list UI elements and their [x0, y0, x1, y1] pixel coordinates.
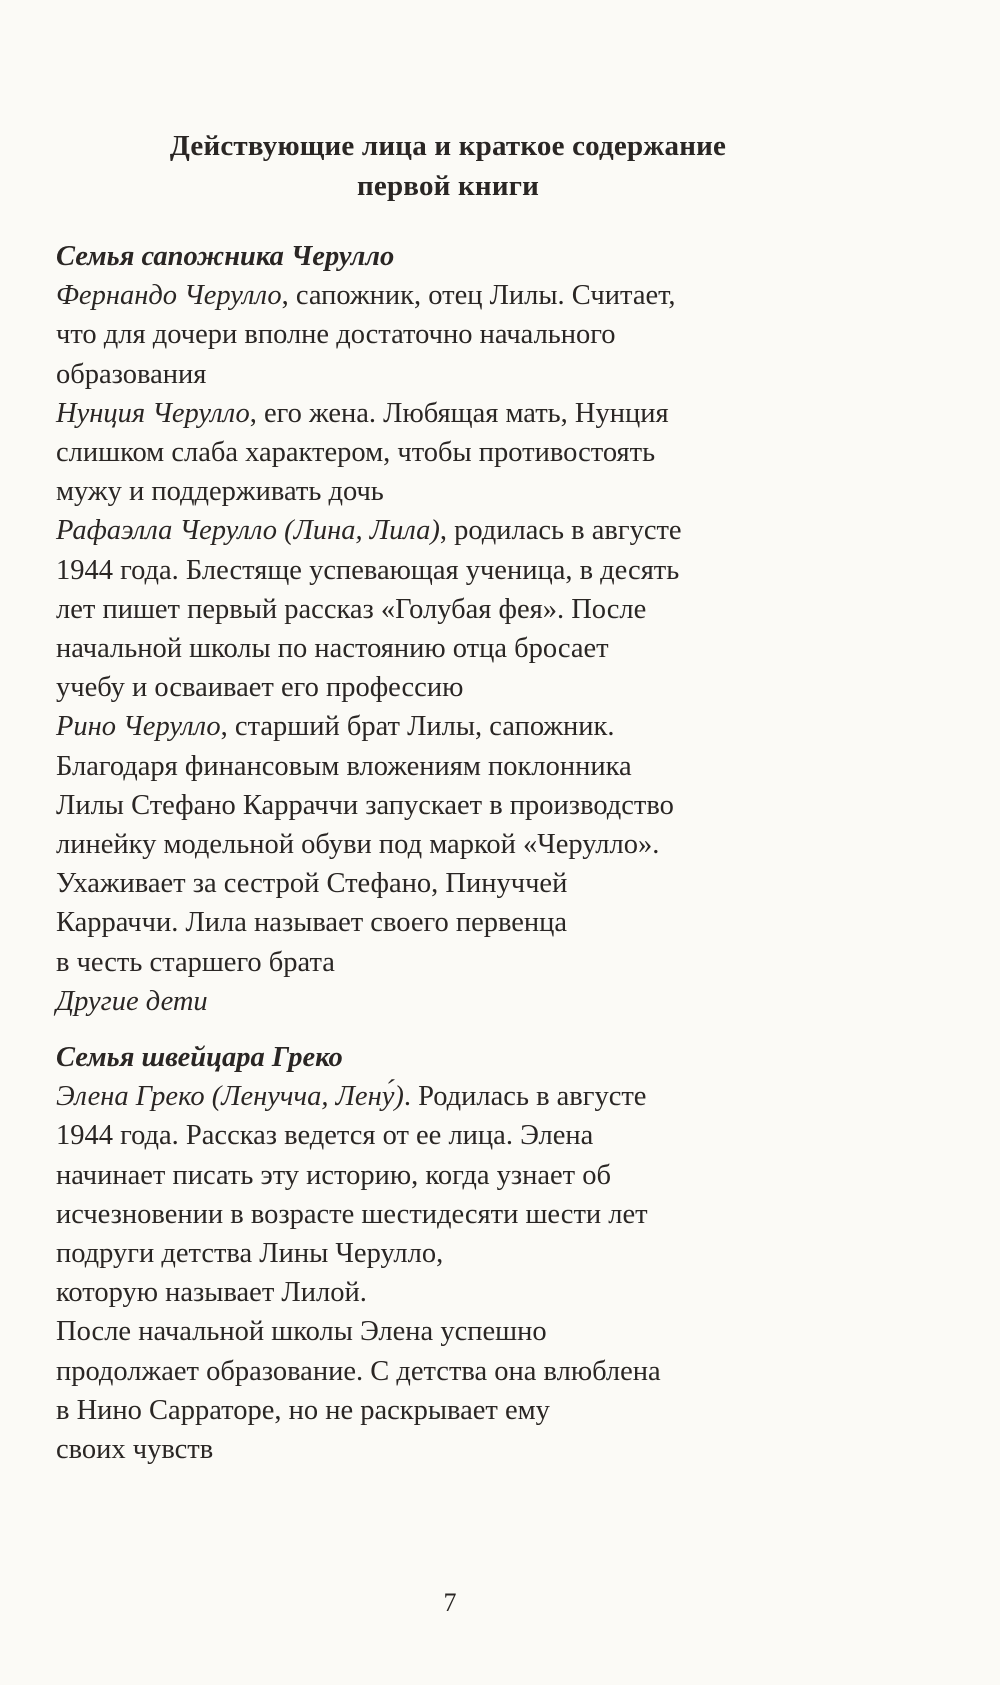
paragraph-line: Лилы Стефано Карраччи запускает в производство	[56, 789, 674, 821]
section-heading: Семья швейцара Греко	[56, 1042, 343, 1073]
page-number: 7	[443, 1588, 457, 1617]
paragraph-line: После начальной школы Элена успешно	[56, 1316, 547, 1348]
character-name: Нунция Черулло	[56, 397, 250, 429]
section-greco-family	[56, 1038, 856, 1469]
paragraph-line	[56, 511, 856, 550]
paragraph-line: учебу и осваивает его профессию	[56, 672, 464, 704]
paragraph-line: которую называет Лилой.	[56, 1277, 367, 1309]
character-name: Фернандо Черулло	[56, 280, 282, 312]
section-heading: Семья сапожника Черулло	[56, 241, 395, 272]
character-description: , родилась в августе	[439, 515, 682, 547]
paragraph-line: Благодаря финансовым вложениям поклонника	[56, 750, 632, 782]
paragraph-line: Ухаживает за сестрой Стефано, Пинуччей	[56, 868, 568, 900]
section-cerullo-family	[56, 237, 856, 1021]
character-name: Рино Черулло	[56, 711, 221, 743]
character-description: , старший брат Лилы, сапожник.	[220, 711, 615, 743]
paragraph-line: слишком слаба характером, чтобы противостоять	[56, 437, 656, 469]
paragraph-line: лет пишет первый рассказ «Голубая фея». После	[56, 593, 647, 625]
paragraph-line: образования	[56, 358, 207, 390]
paragraph-line: линейку модельной обуви под маркой «Черулло».	[56, 829, 660, 861]
paragraph-line: своих чувств	[56, 1434, 214, 1466]
page-title	[60, 126, 836, 206]
paragraph-line: подруги детства Лины Черулло,	[56, 1238, 444, 1270]
character-name: Элена Греко (Ленучча, Лену́)	[56, 1081, 404, 1113]
paragraph-line: мужу и поддерживать дочь	[56, 476, 384, 508]
paragraph-line	[56, 707, 856, 746]
title-line-2: первой книги	[356, 170, 540, 202]
paragraph-line: Карраччи. Лила называет своего первенца	[56, 907, 568, 939]
paragraph-line: начинает писать эту историю, когда узнает об	[56, 1159, 612, 1191]
character-description: , его жена. Любящая мать, Нунция	[249, 397, 669, 429]
paragraph-line: что для дочери вполне достаточно начального	[56, 319, 616, 351]
character-name: Другие дети	[56, 985, 208, 1017]
title-line-1: Действующие лица и краткое содержание	[169, 130, 727, 162]
paragraph-line: 1944 года. Блестяще успевающая ученица, в десять	[56, 554, 680, 586]
paragraph-line: в Нино Сарраторе, но не раскрывает ему	[56, 1394, 550, 1426]
paragraph-line	[56, 394, 856, 433]
character-name: Рафаэлла Черулло (Лина, Лила)	[56, 515, 440, 547]
paragraph-line: 1944 года. Рассказ ведется от ее лица. Элена	[56, 1120, 594, 1152]
character-description: , сапожник, отец Лилы. Считает,	[281, 280, 676, 312]
paragraph-line	[56, 276, 856, 315]
character-description: . Родилась в августе	[403, 1081, 647, 1113]
paragraph-line: исчезновении в возрасте шестидесяти шести лет	[56, 1198, 648, 1230]
paragraph-line: продолжает образование. С детства она влюблена	[56, 1355, 661, 1387]
paragraph-line: в честь старшего брата	[56, 946, 335, 978]
paragraph-line: начальной школы по настоянию отца бросает	[56, 633, 609, 665]
paragraph-line	[56, 1077, 856, 1116]
